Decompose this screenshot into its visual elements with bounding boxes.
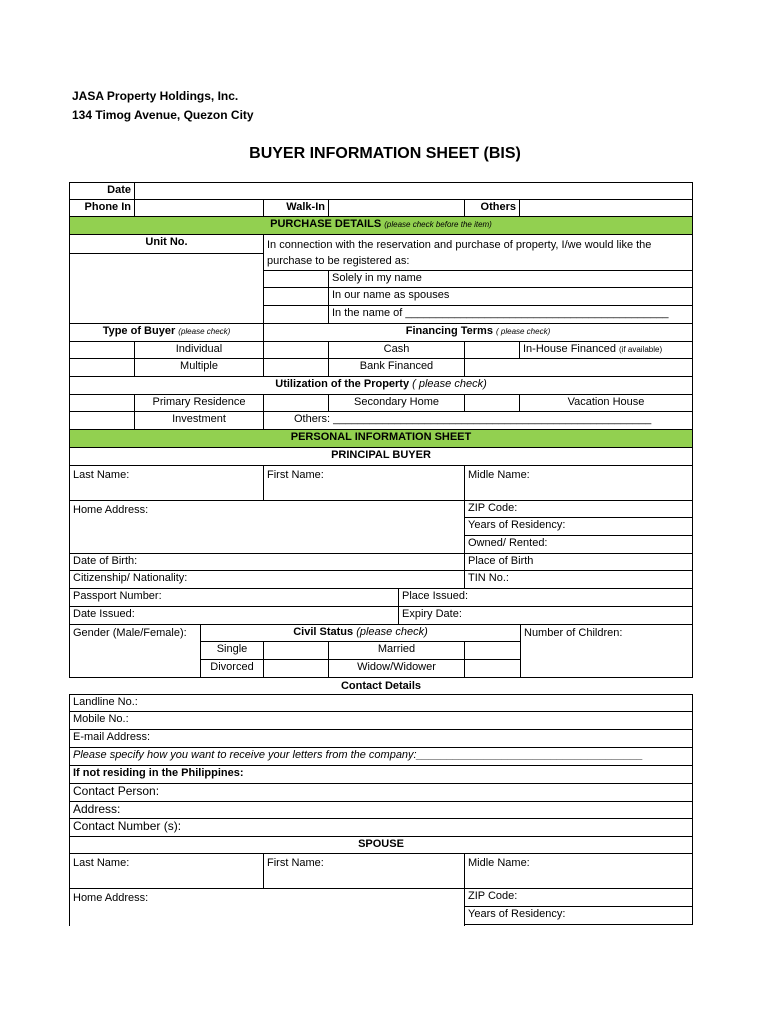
number-of-children-field[interactable]: Number of Children: (520, 624, 693, 678)
reg-option-name-of: In the name of ___________________________________________ (328, 305, 693, 324)
utilization-note: ( please check) (412, 378, 487, 390)
purchase-heading-note: (please check before the item) (384, 220, 492, 229)
finance-bank: Bank Financed (328, 358, 465, 377)
civil-status-text: Civil Status (293, 626, 354, 638)
registration-text: In connection with the reservation and purchase of property, I/we would like the purchase to be registered as: (263, 234, 693, 271)
contact-number-field[interactable]: Contact Number (s): (69, 818, 693, 837)
unit-no-field[interactable] (69, 253, 264, 324)
page-title: BUYER INFORMATION SHEET (BIS) (249, 145, 521, 162)
middle-name-field[interactable]: Midle Name: (464, 465, 693, 501)
reg-check-solely[interactable] (263, 270, 329, 288)
buyer-check-multiple[interactable] (69, 358, 135, 377)
finance-check-inhouse[interactable] (464, 341, 520, 359)
date-of-birth-field[interactable]: Date of Birth: (69, 553, 465, 571)
financing-terms-text: Financing Terms (405, 325, 493, 337)
date-label: Date (69, 182, 135, 200)
spouse-middle-name-field[interactable]: Midle Name: (464, 853, 693, 889)
civil-status-heading (200, 624, 521, 642)
company-address: 134 Timog Avenue, Quezon City (72, 108, 254, 122)
mobile-field[interactable]: Mobile No.: (69, 711, 693, 730)
spouse-zip-code-field[interactable]: ZIP Code: (464, 888, 693, 907)
util-check-secondary[interactable] (263, 394, 329, 412)
reg-option-solely: Solely in my name (328, 270, 693, 288)
util-check-vacation[interactable] (464, 394, 520, 412)
util-others[interactable]: Others: ____________________________________________________ (263, 411, 693, 430)
finance-check-bank[interactable] (263, 358, 329, 377)
civil-check-widow[interactable] (464, 659, 521, 678)
util-primary-residence: Primary Residence (134, 394, 264, 412)
buyer-individual: Individual (134, 341, 264, 359)
contact-person-field[interactable]: Contact Person: (69, 783, 693, 802)
type-of-buyer-heading (69, 323, 264, 342)
buyer-multiple: Multiple (134, 358, 264, 377)
util-check-primary[interactable] (69, 394, 135, 412)
tin-field[interactable]: TIN No.: (464, 570, 693, 589)
years-residency-field[interactable]: Years of Residency: (464, 517, 693, 536)
phone-in-field[interactable] (134, 199, 264, 217)
util-secondary-home: Secondary Home (328, 394, 465, 412)
expiry-date-field[interactable]: Expiry Date: (398, 606, 693, 625)
company-name: JASA Property Holdings, Inc. (72, 89, 239, 103)
spouse-last-name-field[interactable]: Last Name: (69, 853, 264, 889)
last-name-field[interactable]: Last Name: (69, 465, 264, 501)
civil-married: Married (328, 641, 465, 660)
spouse-heading: SPOUSE (69, 836, 693, 854)
contact-address-field[interactable]: Address: (69, 801, 693, 819)
civil-check-single[interactable] (263, 641, 329, 660)
walk-in-field[interactable] (328, 199, 465, 217)
phone-in-label: Phone In (69, 199, 135, 217)
finance-inhouse-note: (if available) (619, 345, 663, 354)
type-of-buyer-text: Type of Buyer (102, 325, 176, 337)
util-vacation-house: Vacation House (519, 394, 693, 412)
place-issued-field[interactable]: Place Issued: (398, 588, 693, 607)
purchase-heading-text: PURCHASE DETAILS (270, 218, 382, 230)
financing-terms-note: ( please check) (496, 327, 551, 336)
spouse-first-name-field[interactable]: First Name: (263, 853, 465, 889)
finance-inhouse (519, 341, 693, 359)
passport-number-field[interactable]: Passport Number: (69, 588, 399, 607)
civil-check-divorced[interactable] (263, 659, 329, 678)
finance-cash: Cash (328, 341, 465, 359)
reg-check-name-of[interactable] (263, 305, 329, 324)
civil-widow: Widow/Widower (328, 659, 465, 678)
type-of-buyer-note: (please check) (178, 327, 231, 336)
landline-field[interactable]: Landline No.: (69, 694, 693, 712)
gender-field[interactable]: Gender (Male/Female): (69, 624, 201, 678)
spouse-years-residency-field[interactable]: Years of Residency: (464, 906, 693, 925)
finance-check-cash[interactable] (263, 341, 329, 359)
walk-in-label: Walk-In (263, 199, 329, 217)
email-field[interactable]: E-mail Address: (69, 729, 693, 748)
letters-preference-field[interactable]: Please specify how you want to receive your letters from the company:_____________________________________ (69, 747, 693, 766)
unit-no-label: Unit No. (69, 234, 264, 254)
principal-buyer-heading: PRINCIPAL BUYER (69, 447, 693, 466)
utilization-heading (69, 376, 693, 395)
date-issued-field[interactable]: Date Issued: (69, 606, 399, 625)
civil-divorced: Divorced (200, 659, 264, 678)
util-check-investment[interactable] (69, 411, 135, 430)
civil-status-note: (please check) (356, 626, 428, 638)
contact-details-heading: Contact Details (340, 680, 422, 692)
finance-inhouse-text: In-House Financed (523, 343, 616, 355)
util-investment: Investment (134, 411, 264, 430)
zip-code-field[interactable]: ZIP Code: (464, 500, 693, 518)
others-field[interactable] (519, 199, 693, 217)
not-residing-heading: If not residing in the Philippines: (69, 765, 693, 784)
date-field[interactable] (134, 182, 693, 200)
spouse-home-address-field[interactable]: Home Address: (69, 888, 465, 926)
finance-blank-cell (464, 358, 693, 377)
civil-check-married[interactable] (464, 641, 521, 660)
purchase-details-heading (69, 216, 693, 235)
first-name-field[interactable]: First Name: (263, 465, 465, 501)
utilization-text: Utilization of the Property (275, 378, 410, 390)
home-address-field[interactable]: Home Address: (69, 500, 465, 554)
reg-check-spouses[interactable] (263, 287, 329, 306)
buyer-check-individual[interactable] (69, 341, 135, 359)
civil-single: Single (200, 641, 264, 660)
others-label: Others (464, 199, 520, 217)
citizenship-field[interactable]: Citizenship/ Nationality: (69, 570, 465, 589)
personal-info-heading: PERSONAL INFORMATION SHEET (69, 429, 693, 448)
owned-rented-field[interactable]: Owned/ Rented: (464, 535, 693, 554)
financing-terms-heading (263, 323, 693, 342)
place-of-birth-field[interactable]: Place of Birth (464, 553, 693, 571)
reg-option-spouses: In our name as spouses (328, 287, 693, 306)
